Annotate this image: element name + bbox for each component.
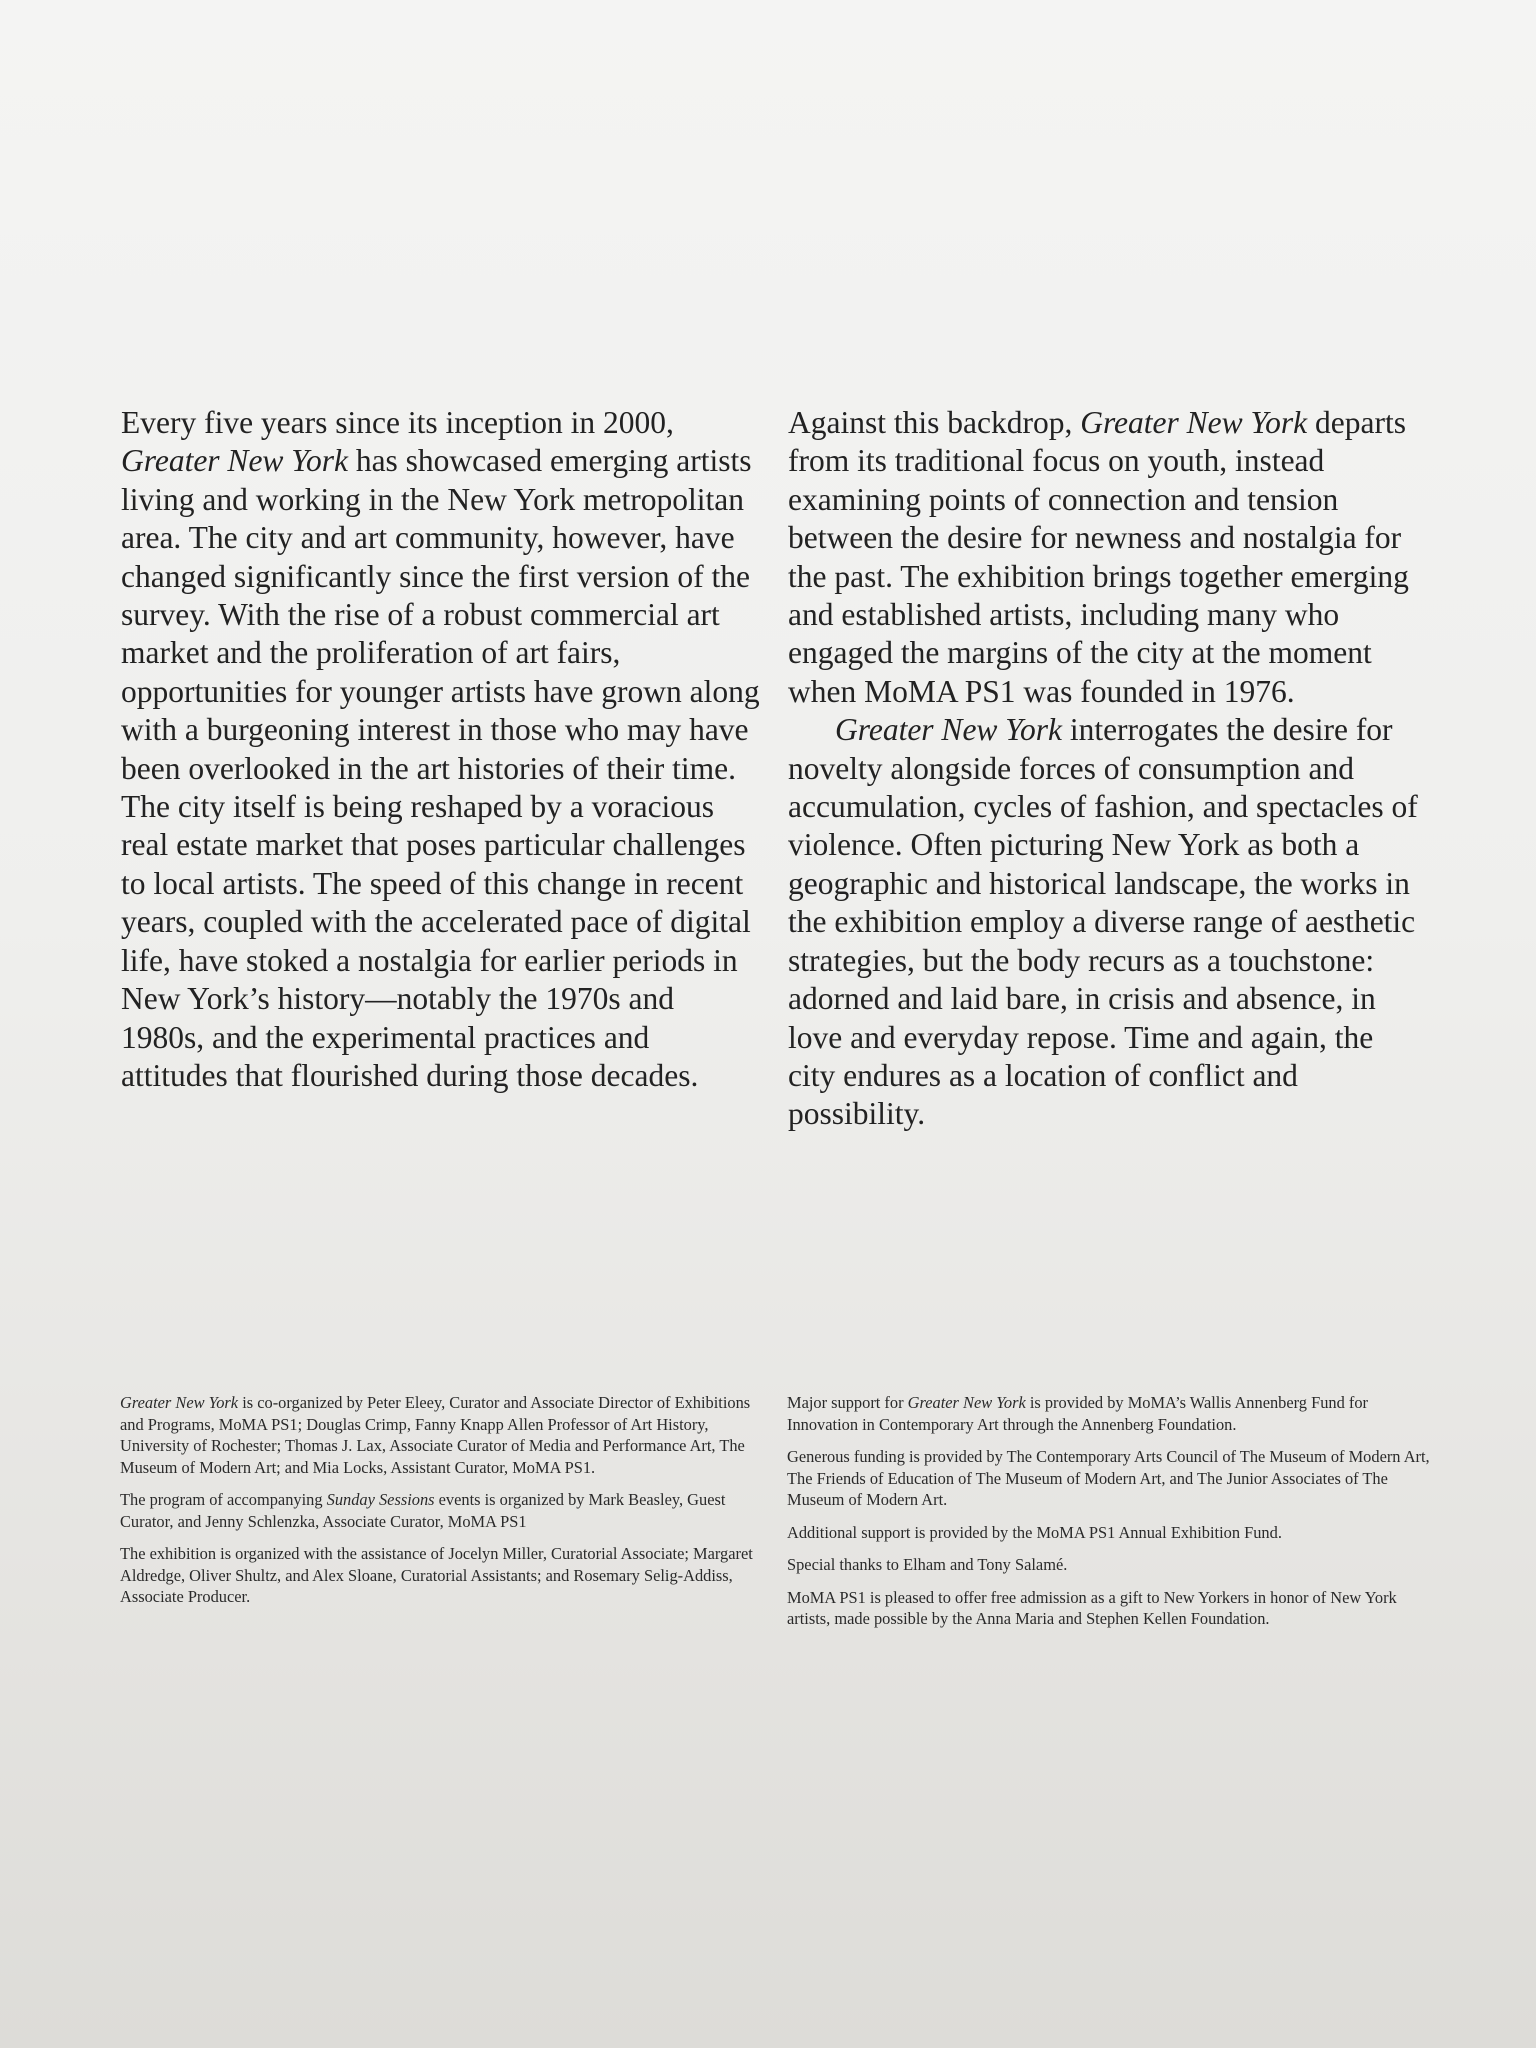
credit-text: The program of accompanying	[120, 1490, 327, 1509]
exhibition-title: Greater New York	[1080, 405, 1308, 440]
credit-paragraph	[120, 1489, 760, 1532]
exhibition-title: Greater New York	[120, 1393, 239, 1412]
intro-text: departs from its traditional focus on youth, instead examining points of connection and tension between the desire for newness and nostalgia for the past. The exhibition brings together emerging and established artists, including many who engaged the margins of the city at the moment when MoMA PS1 was founded in 1976.	[788, 405, 1409, 709]
credit-paragraph: MoMA PS1 is pleased to offer free admission as a gift to New Yorkers in honor of New York artists, made possible by the Anna Maria and Stephen Kellen Foundation.	[787, 1587, 1397, 1628]
exhibition-title: Greater New York	[835, 712, 1062, 748]
credit-text: is provided by MoMA’s Wallis Annenberg Fund for Innovation in Contemporary Art through the Annenberg Foundation.	[787, 1393, 1369, 1434]
credit-paragraph: The exhibition is organized with the assistance of Jocelyn Miller, Curatorial Associate; Margaret Aldredge, Oliver Shultz, and Alex Sloane, Curatorial Assistants; and Rosemary Selig-Addiss, Associate Producer.	[120, 1544, 753, 1606]
intro-column-left	[121, 404, 761, 1095]
intro-text: interrogates the desire for novelty alongside forces of consumption and accumulation, cycles of fashion, and spectacles of violence. Often picturing New York as both a geographic and historical landscape, the works in the exhibition employ a diverse range of aesthetic strategies, but the body recurs as a touchstone: adorned and laid bare, in crisis and absence, in love and everyday repose. Time and again, the city endures as a location of conflict and possibility.	[788, 712, 1418, 1132]
intro-text: Every five years since its inception in 2000,	[121, 405, 674, 440]
credit-paragraph: Additional support is provided by the MoMA PS1 Annual Exhibition Fund.	[787, 1522, 1282, 1542]
intro-paragraph	[121, 404, 761, 1095]
credit-paragraph	[787, 1392, 1437, 1435]
program-title: Sunday Sessions	[326, 1490, 435, 1509]
credit-text: is co-organized by Peter Eleey, Curator and Associate Director of Exhibitions and Programs, MoMA PS1; Douglas Crimp, Fanny Knapp Allen Professor of Art History, University of Rochester; Thomas J. Lax, Associate Curator of Media and Performance Art, The Museum of Modern Art; and Mia Locks, Assistant Curator, MoMA PS1.	[120, 1393, 751, 1477]
intro-paragraph	[788, 711, 1428, 1133]
exhibition-title: Greater New York	[907, 1393, 1026, 1412]
intro-text: has showcased emerging artists living and working in the New York metropolitan area. The city and art community, however, have changed significantly since the first version of the survey. With the rise of a robust commercial art market and the proliferation of art fairs, opportunities for younger artists have grown along with a burgeoning interest in those who may have been overlooked in the art histories of their time. The city itself is being reshaped by a voracious real estate market that poses particular challenges to local artists. The speed of this change in recent years, coupled with the accelerated pace of digital life, have stoked a nostalgia for earlier periods in New York’s history—notably the 1970s and 1980s, and the experimental practices and attitudes that flourished during those decades.	[121, 443, 760, 1093]
credit-paragraph	[120, 1392, 760, 1478]
exhibition-title: Greater New York	[121, 443, 348, 479]
credit-text: Major support for	[787, 1393, 908, 1412]
credit-paragraph: Generous funding is provided by The Contemporary Arts Council of The Museum of Modern Art, The Friends of Education of The Museum of Modern Art, and The Junior Associates of The Museum of Modern Art.	[787, 1447, 1430, 1509]
credit-text: events is organized by Mark Beasley, Guest Curator, and Jenny Schlenzka, Associate Curator, MoMA PS1	[120, 1490, 726, 1531]
intro-column-right	[788, 404, 1428, 1134]
credits-column-left	[120, 1392, 760, 1619]
credits-column-right	[787, 1392, 1437, 1641]
intro-paragraph	[788, 404, 1428, 711]
intro-text: Against this backdrop,	[788, 405, 1081, 440]
credit-paragraph: Special thanks to Elham and Tony Salamé.	[787, 1555, 1068, 1574]
